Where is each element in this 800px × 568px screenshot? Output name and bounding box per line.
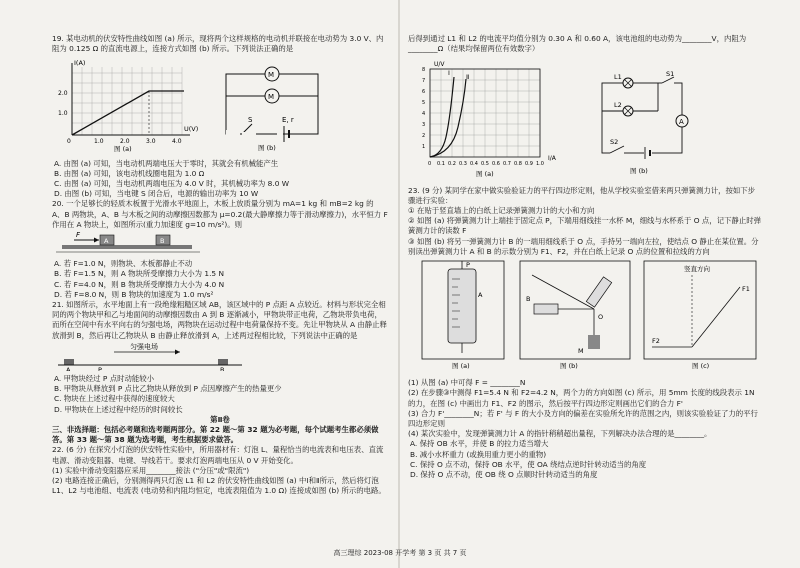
iu-xtick-3: 3.0 <box>146 138 156 146</box>
q19-option-a: A. 由图 (a) 可知，当电动机两端电压大于零时，其就会有机械能产生 <box>54 158 279 168</box>
q20-option-b: B. 若 F=1.5 N，则 A 物块所受摩擦力大小为 1.5 N <box>54 269 225 279</box>
ui-xtick-10: 1.0 <box>536 161 544 168</box>
curve-ii <box>430 79 466 157</box>
page-fold <box>398 0 400 568</box>
ui-xtick-2: 0.2 <box>448 161 456 168</box>
ui-ytick-2: 2 <box>422 133 426 140</box>
q22-continuation: 后得到通过 L1 和 L2 的电流平均值分别为 0.30 A 和 0.60 A，该电池组的电动势为________V，内阻为________Ω（结果均保留两位有效数字） <box>408 34 747 54</box>
q21-option-c: C. 物块在上述过程中获得的速度较大 <box>54 394 175 404</box>
q22-figures <box>408 57 762 182</box>
motor-2-label: M <box>268 93 275 102</box>
iu-ytick-2: 2.0 <box>58 90 68 98</box>
lbl-l1: L1 <box>614 73 622 82</box>
q23-label-b: B <box>526 295 531 304</box>
spring-scale-a <box>448 269 476 343</box>
q19-fig-b <box>212 62 332 155</box>
motor-circuit <box>212 62 332 152</box>
q23-part1: (1) 从图 (a) 中可得 F = ________N <box>408 378 526 388</box>
q23-fig-a-caption: 图 (a) <box>452 362 470 371</box>
ui-ytick-4: 4 <box>422 111 426 118</box>
q22-part2: (2) 电路连接正确后，分别测得两只灯泡 L1 和 L2 的伏安特性曲线如图 (a) 中Ⅰ和Ⅱ所示，然后将灯泡 L1、L2 与电池组、电流表 (电动势和内阻均恒定，电流表阻值为 1.0 Ω) 连接成如图 (b) 所示的电路。 <box>52 476 386 496</box>
ui-xtick-6: 0.6 <box>492 161 500 168</box>
q23-stem: 23. (9 分) 某同学在家中做实验验证力的平行四边形定则，他从学校实验室借来两只弹簧测力计，按如下步骤进行实验： <box>408 185 756 205</box>
part2-title: 第Ⅱ卷 <box>210 414 230 424</box>
iu-xtick-1: 1.0 <box>94 138 104 146</box>
ui-ytick-8: 8 <box>422 67 426 74</box>
ui-ylabel: U/V <box>434 61 445 69</box>
q23-fig-c-frame <box>644 261 756 359</box>
q23-fig-b-caption: 图 (b) <box>560 362 578 371</box>
ui-xtick-7: 0.7 <box>503 161 511 168</box>
label-b: B <box>160 237 165 246</box>
q21-option-a: A. 甲物块经过 P 点时动能较小 <box>54 374 155 384</box>
q23-figures <box>408 257 762 375</box>
ui-xtick-3: 0.3 <box>459 161 467 168</box>
q21-option-b: B. 甲物块从释放到 P 点比乙物块从释放到 P 点因摩擦产生的热量更少 <box>54 384 282 394</box>
q23-fig-c-title: 竖直方向 <box>684 265 710 274</box>
q20-option-a: A. 若 F=1.0 N，则物块、木板都静止不动 <box>54 259 193 269</box>
source-label: E, r <box>282 116 294 125</box>
iu-xtick-0: 0 <box>67 138 71 146</box>
q23-option-c: C. 保持 O 点不动，保持 OB 水平，使 OA 绕结点逆时针转动适当的角度 <box>410 459 647 469</box>
spring-scale-b <box>534 304 558 314</box>
ui-ytick-1: 1 <box>422 144 426 151</box>
q23-fig-c-caption: 图 (c) <box>692 362 710 371</box>
point-a: A <box>66 365 71 371</box>
q23-step3: ③ 如图 (b) 将另一弹簧测力计 B 的一端用细线系于 O 点，手持另一端向左拉，使结点 O 静止在某位置。分别读出弹簧测力计 A 和 B 的示数分别为 F1、F2，并在白纸上记录 O 点的位置和拉线的方向 <box>408 236 759 256</box>
q20-figure <box>52 230 202 256</box>
iu-ytick-1: 1.0 <box>58 110 68 118</box>
q23-step1: ① 在贴于竖直墙上的白纸上记录弹簧测力计的大小和方向 <box>408 206 595 216</box>
q22-fig-a-caption: 图 (a) <box>476 170 494 179</box>
label-f: F <box>76 231 81 240</box>
q20-option-d: D. 若 F=8.0 N，则 B 物块的加速度为 1.0 m/s² <box>54 289 214 299</box>
q19-stem: 19. 某电动机的伏安特性曲线如图 (a) 所示，现将两个这样规格的电动机并联接在电动势为 3.0 V、内阻为 0.125 Ω 的直流电源上，连接方式如图 (b) 所示。下列说法正确的是 <box>52 34 384 54</box>
point-b: B <box>220 365 225 371</box>
iu-xtick-2: 2.0 <box>120 138 130 146</box>
board <box>62 245 192 249</box>
q23-label-o: O <box>598 313 604 322</box>
motor-1-label: M <box>268 71 275 80</box>
ui-ytick-5: 5 <box>422 100 426 107</box>
field-label: 匀强电场 <box>130 342 158 351</box>
q23-label-f2: F2 <box>652 337 660 346</box>
ui-xtick-5: 0.5 <box>481 161 489 168</box>
ui-xtick-1: 0.1 <box>437 161 445 168</box>
ui-xtick-8: 0.8 <box>514 161 522 168</box>
q19-option-c: C. 由图 (a) 可知，当电动机两端电压为 4.0 V 时，其机械功率为 8.0 W <box>54 179 290 189</box>
left-column <box>52 34 388 497</box>
q19-option-d: D. 由图 (b) 可知，当电键 S 闭合后，电源的输出功率为 10 W <box>54 189 259 199</box>
curve-ii-label: Ⅱ <box>466 73 470 82</box>
fig-a-caption: 图 (a) <box>114 145 132 153</box>
q23-label-m: M <box>578 347 584 356</box>
q23-label-a: A <box>478 291 483 300</box>
spring-scale-a-b <box>586 277 611 307</box>
switch-label: S <box>248 116 253 125</box>
ui-xtick-0: 0 <box>428 161 432 168</box>
ui-grid <box>430 69 540 157</box>
q22-part1: (1) 实验中滑动变阻器应采用________接法 ("分压"或"限流") <box>52 465 250 475</box>
ui-ytick-6: 6 <box>422 89 426 96</box>
ui-xtick-9: 0.9 <box>525 161 533 168</box>
q21-figure <box>52 341 252 371</box>
q20-stem: 20. 一个足够长的轻质木板置于光滑水平地面上，木板上放质量分别为 mA=1 kg 和 mB=2 kg 的 A、B 两物块，A、B 与木板之间的动摩擦因数都为 μ=0.2(最大静摩擦力等于滑动摩擦力)，水平恒力 F 作用在 A 物块上，如图所示(重力加速度 g=10 m/s²)。则 <box>52 199 388 229</box>
block-right <box>218 359 228 365</box>
iu-xtick-4: 4.0 <box>172 138 182 146</box>
f1-direction <box>692 287 740 347</box>
q23-part4: (4) 某次实验中，发现弹簧测力计 A 的指针稍稍超出量程，下列解决办法合理的是________。 <box>408 429 712 439</box>
q22-fig-b-caption: 图 (b) <box>630 167 648 176</box>
q22-fig-a <box>408 57 578 182</box>
page-footer: 高三理综 2023-08 开学考 第 3 页 共 7 页 <box>333 549 467 557</box>
q21-stem: 21. 如图所示，水平地面上有一段绝缘粗糙区域 AB，该区域中的 P 点距 A 点较近。材料与形状完全相同的两个物块甲和乙与地面间的动摩擦因数由 A 到 B 逐渐减小，甲物块带正电荷，乙物块带负电荷，而所在空间中有水平向右的匀强电场，两物块在运动过程中电荷量保持不变。先让甲物块从 A 由静止释放滑到 B，然后再让乙物块从 B 由静止释放滑到 A，上述两过程相比较，下列说法中正确的是 <box>52 300 387 340</box>
ui-ytick-3: 3 <box>422 122 426 129</box>
ui-graph <box>408 57 578 179</box>
q21-option-d: D. 甲物块在上述过程中经历的时间较长 <box>54 404 183 414</box>
q19-fig-a <box>52 57 202 155</box>
iu-graph <box>52 57 202 152</box>
ammeter-label: A <box>679 118 684 127</box>
block-left <box>64 359 74 365</box>
iu-grid <box>72 67 182 135</box>
curve-i-label: Ⅰ <box>448 69 450 78</box>
cup-m <box>588 335 600 349</box>
q20-option-c: C. 若 F=4.0 N，则 B 物块所受摩擦力大小为 4.0 N <box>54 279 225 289</box>
lbl-s2: S2 <box>610 138 619 147</box>
lamp-circuit <box>588 69 698 179</box>
q23-option-a: A. 保持 OB 水平，并使 B 的拉力适当增大 <box>410 439 549 449</box>
iu-ylabel: I(A) <box>74 59 86 68</box>
q23-part3: (3) 合力 F'________N；若 F' 与 F 的大小及方向的偏差在实验所允许的范围之内，则该实验验证了力的平行四边形定则 <box>408 408 758 429</box>
iu-xlabel: U(V) <box>184 125 199 134</box>
lbl-l2: L2 <box>614 101 622 110</box>
part2-intro: 三、非选择题：包括必考题和选考题两部分。第 22 题～第 32 题为必考题，每个试题考生都必须做答。第 33 题～第 38 题为选考题，考生根据要求做答。 <box>52 425 379 445</box>
q23-option-b: B. 减小水杯重力 (或换用重力更小的重物) <box>410 449 547 459</box>
point-p: P <box>98 365 102 371</box>
q19-option-b: B. 由图 (a) 可知，该电动机线圈电阻为 1.0 Ω <box>54 168 205 178</box>
ui-xtick-4: 0.4 <box>470 161 478 168</box>
lbl-s1: S1 <box>666 70 675 79</box>
q23-label-p: P <box>466 261 470 270</box>
q22-stem: 22. (6 分) 在探究小灯泡的伏安特性实验中，所用器材有：灯泡 L、量程恰当的电流表和电压表、直流电源、滑动变阻器、电键、导线若干。要求灯泡两端电压从 0 V 开始变化。 <box>52 445 384 465</box>
fig-b-caption: 图 (b) <box>258 144 276 153</box>
q23-option-d: D. 保持 O 点不动，使 OB 绕 O 点顺时针转动适当的角度 <box>410 470 598 480</box>
q22-fig-b <box>588 69 698 182</box>
q23-part2: (2) 在步骤③中测得 F1=5.4 N 和 F2=4.2 N，两个力的方向如图 (c) 所示，用 5mm 长度的线段表示 1N 的力，在图 (c) 中画出力 F1、F2 的图示，然后按平行四边形定则画出它们的合力 F' <box>408 388 755 408</box>
q19-figures <box>52 57 388 155</box>
label-a: A <box>104 237 109 246</box>
ui-xlabel: I/A <box>548 155 556 163</box>
right-column <box>408 34 762 480</box>
q23-label-f1: F1 <box>742 285 750 294</box>
ui-ytick-7: 7 <box>422 78 426 85</box>
q23-step2: ② 如图 (a) 将弹簧测力计上端挂于固定点 P，下端用细线挂一水杯 M，细线与水杯系于 O 点，记下静止时弹簧测力计的读数 F <box>408 216 762 236</box>
